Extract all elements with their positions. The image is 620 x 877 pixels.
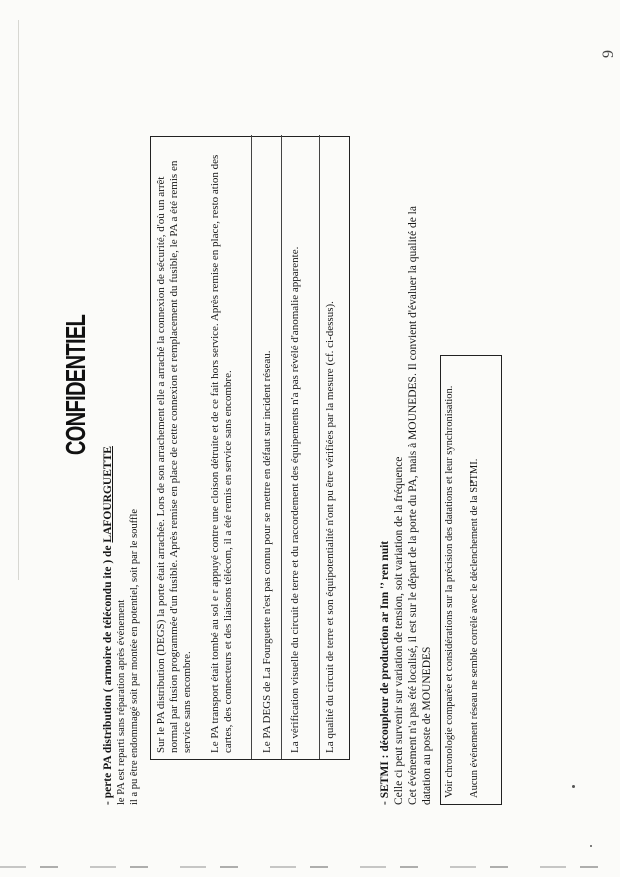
scan-speck — [572, 785, 575, 788]
box-divider — [319, 135, 320, 759]
confidential-stamp: CONFIDENTIEL — [60, 314, 91, 456]
intro-place: LAFOURGUETTE — [102, 446, 114, 543]
intro-line-1 — [102, 446, 115, 805]
setmi-line: Cet événement n'a pas été localisé, il est sur le départ de la porte du PA, mais à MOUNEDES. Il convient d'évaluer la qualité de la — [407, 206, 420, 805]
finding-paragraph: Le PA DEGS de La Fourguette n'est pas connu pour se mettre en défaut sur incident réseau. — [261, 350, 273, 753]
page-number: 9 — [600, 50, 617, 58]
finding-paragraph: Le PA transport était tombé au sol e r appuyé contre une cloison détruite et de ce fait hors service. Après remise en place, resto ation des cartes, des connecteurs et des liaisons télécom, il a été remis en service sans encombre. — [209, 154, 235, 753]
findings-box — [150, 136, 350, 760]
setmi-line: - SETMI : découpleur de production ar Inn '’ ren nuit — [379, 540, 391, 805]
finding-paragraph: La qualité du circuit de terre et son équipotentialité n'ont pu être vérifiées par la mesure (cf. ci-dessus). — [324, 301, 336, 753]
chronology-note: Voir chronologie comparée et considérations sur la précision des datations et leur synchronisation. — [444, 385, 455, 798]
chronology-note: Aucun événement réseau ne semble corrélé avec le déclenchement de la SETMI. — [468, 458, 480, 798]
setmi-section — [378, 105, 434, 805]
rotated-document — [60, 85, 530, 845]
intro-line-3: il a pu être endommagé soit par montée en potentiel, soit par le souffle — [129, 508, 140, 805]
scan-bottom-artifact — [0, 866, 620, 868]
intro-line-2: le PA est reparti sans réparation après événement — [116, 599, 127, 805]
finding-paragraph: Sur le PA distribution (DEGS) la porte était arrachée. Lors de son arrachement elle a arraché la connexion de sécurité, d'où un arrêt normal par fusion programmée d'un fusible. Après remise en place de cette connexion et remplacement du fusible, le PA a été remis en service sans encombre. — [155, 160, 194, 753]
box-divider — [251, 135, 252, 759]
scan-speck — [590, 845, 592, 847]
finding-paragraph: La vérification visuelle du circuit de terre et du raccordement des équipements n'a pas révélé d'anomalie apparente. — [289, 246, 301, 753]
intro-line-1-text: - perte PA distribution ( armoire de télécondu ite ) de — [102, 542, 114, 805]
setmi-line: datation au poste de MOUNEDES — [421, 646, 434, 805]
chronology-box — [440, 355, 502, 805]
setmi-line: Celle ci peut survenir sur variation de tension, soit variation de la fréquence — [393, 456, 406, 805]
box-divider — [281, 135, 282, 759]
scan-edge-line — [18, 20, 19, 580]
